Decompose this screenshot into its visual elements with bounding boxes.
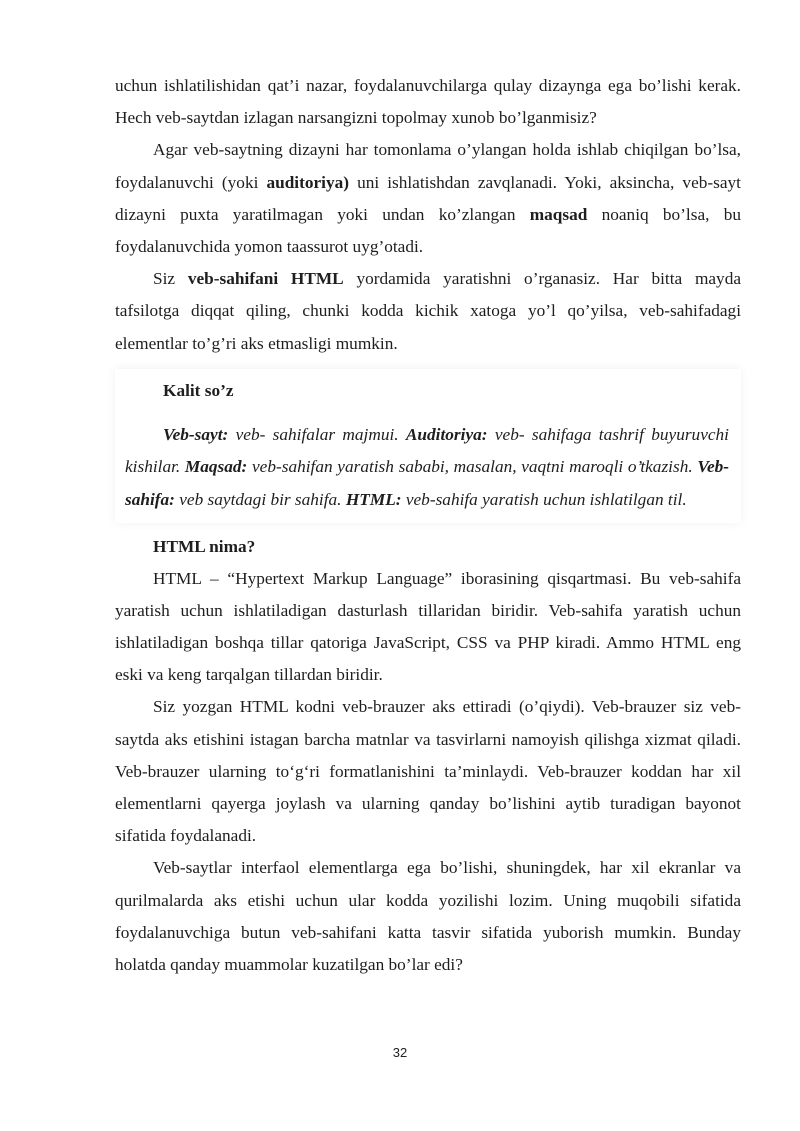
paragraph-interactive: Veb-saytlar interfaol elementlarga ega bo’lishi, shuningdek, har xil ekranlar va qurilmalarda aks etishi uchun ular kodda yozilishi lozim. Uning muqobili sifatida foydalanuvchiga butun veb-sahifani katta tasvir sifatida yuborish mumkin. Bunday holatda qanday muammolar kuzatilgan bo’lar edi?	[115, 858, 741, 975]
keyword-definition: veb saytdagi bir sahifa.	[174, 490, 346, 510]
keyword-term: Veb-sahifa:	[125, 457, 730, 510]
keyword-definition: veb-sahifan yaratish sababi, masalan, vaqtni maroqli o’tkazish.	[247, 457, 698, 477]
text-span: Agar veb-saytning dizayni har tomonlama o’ylangan holda ishlab chiqilgan bo’lsa, foydalanuvchi (yoki	[115, 140, 741, 192]
keyword-box-title: Kalit so’z	[163, 380, 234, 400]
paragraph-learn	[115, 263, 741, 360]
paragraph-browser: Siz yozgan HTML kodni veb-brauzer aks ettiradi (o’qiydi). Veb-brauzer siz veb-saytda aks etishini istagan barcha matnlar va tasvirlarni namoyish qilishga xizmat qiladi. Veb-brauzer ularning to‘g‘ri formatlanishini ta’minlaydi. Veb-brauzer koddan har xil elementlarni qayerga joylash va ularning qanday bo’lishini aytib turadigan bayonot sifatida foydalanadi.	[115, 697, 741, 846]
document-page	[115, 70, 741, 981]
term-veb-sahifani-html: veb-sahifani HTML	[187, 269, 344, 289]
paragraph-html-definition: HTML – “Hypertext Markup Language” iborasining qisqartmasi. Bu veb-sahifa yaratish uchun ishlatiladigan dasturlash tillaridan biridir. Veb-sahifa yaratish uchun ishlatiladigan boshqa tillar qatoriga JavaScript, CSS va PHP kiradi. Ammo HTML eng eski va keng tarqalgan tillardan biridir.	[115, 568, 741, 685]
keyword-definition: veb- sahifalar majmui.	[228, 424, 406, 444]
text-span: noaniq bo’lsa, bu foydalanuvchida yomon taassurot uyg’otadi.	[115, 204, 741, 257]
keyword-definitions	[125, 419, 729, 517]
text-span: uni ishlatishdan zavqlanadi. Yoki, aksincha, veb-sayt dizayni puxta yaratilmagan yoki undan ko’zlangan	[115, 172, 741, 224]
keyword-definition: veb- sahifaga tashrif buyuruvchi kishilar.	[125, 424, 729, 477]
section-heading: HTML nima?	[153, 536, 256, 556]
term-auditoriya: auditoriya)	[266, 172, 350, 192]
keyword-term: Maqsad:	[184, 457, 248, 477]
keyword-box	[115, 369, 741, 523]
keyword-term: Auditoriya:	[405, 424, 488, 444]
keyword-term: Veb-sayt:	[163, 424, 229, 444]
paragraph-continuation: uchun ishlatilishidan qat’i nazar, foydalanuvchilarga qulay dizaynga ega bo’lishi kerak. Hech veb-saytdan izlagan narsangizni topolmay xunob bo’lganmisiz?	[115, 76, 741, 128]
keyword-definition: veb-sahifa yaratish uchun ishlatilgan til.	[401, 490, 687, 510]
page-number: 32	[392, 1045, 408, 1060]
keyword-term: HTML:	[345, 490, 402, 510]
text-span: yordamida yaratishni o’rganasiz. Har bitta mayda tafsilotga diqqat qiling, chunki kodda kichik xatoga yo’l qo’yilsa, veb-sahifadagi elementlar to’g’ri aks etmasligi mumkin.	[115, 269, 742, 353]
term-maqsad: maqsad	[529, 204, 588, 224]
paragraph-design	[115, 134, 741, 263]
text-span: Siz	[153, 269, 188, 289]
